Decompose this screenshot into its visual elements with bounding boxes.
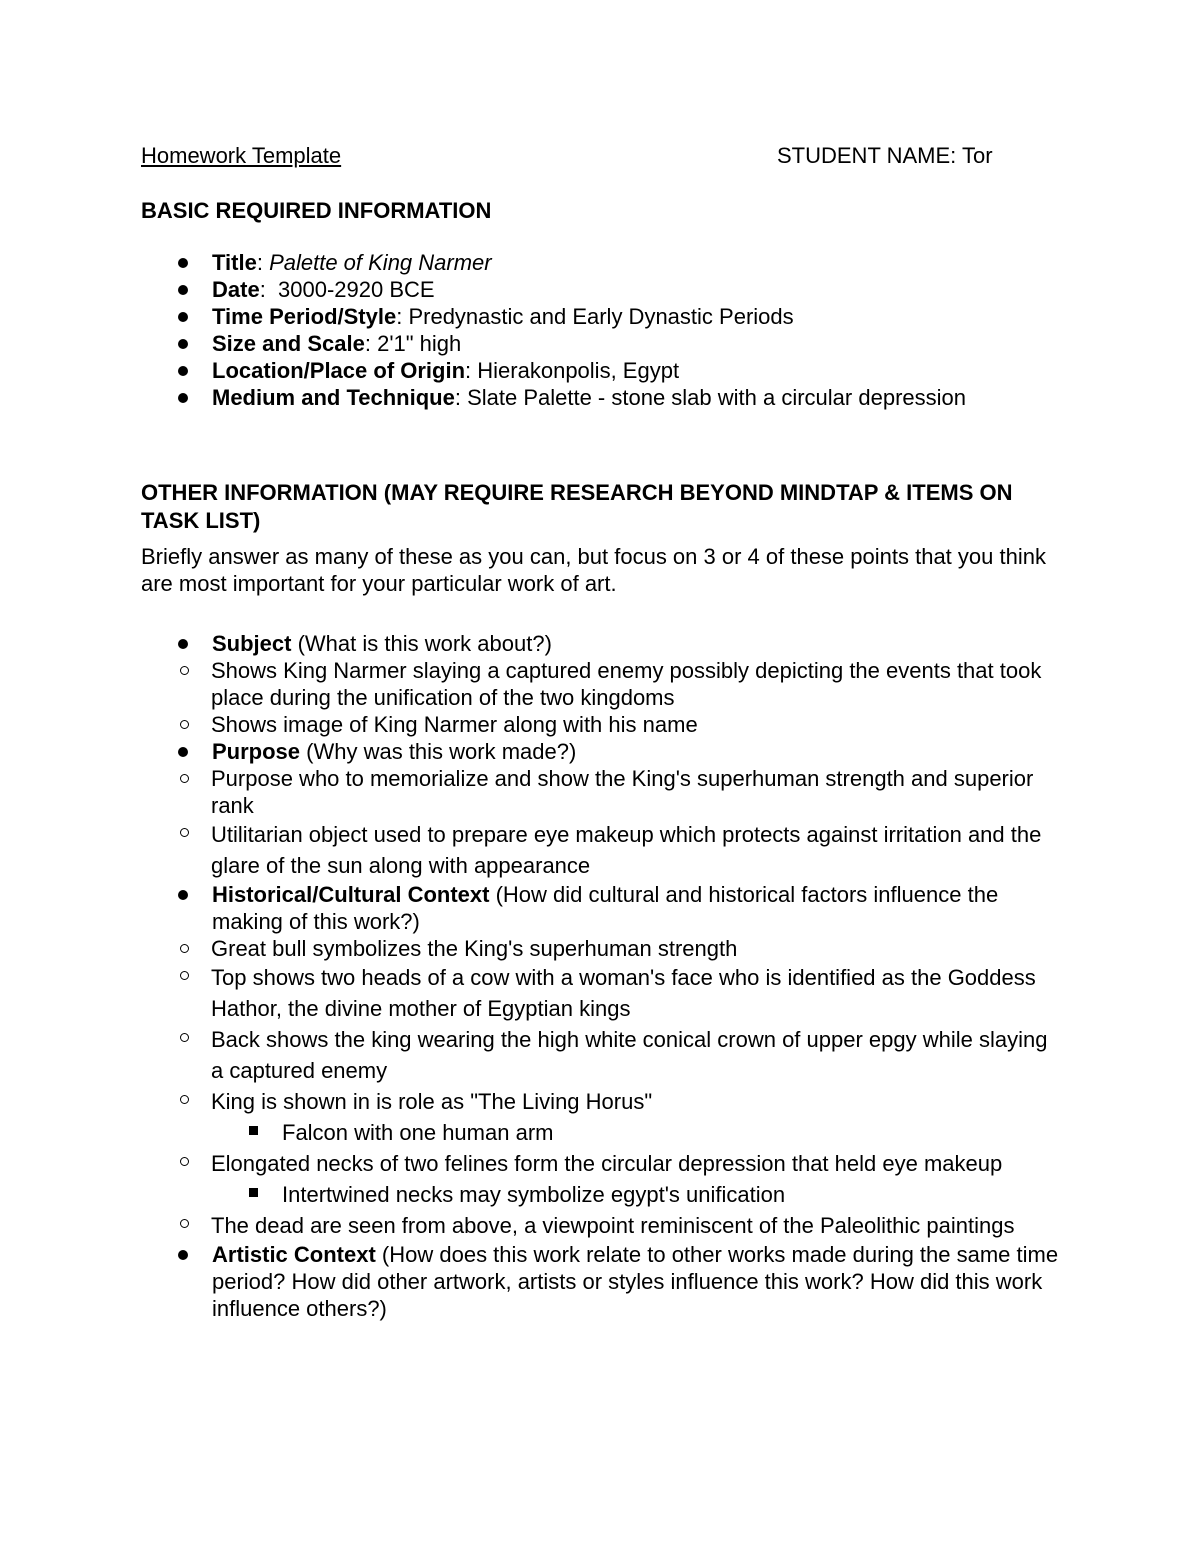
sub-item-text: King is shown in is role as "The Living Horus" [211, 1089, 653, 1114]
item-value: Hierakonpolis, Egypt [477, 358, 680, 383]
list-item [141, 630, 1061, 738]
sub-item [141, 935, 1061, 962]
list-item [141, 738, 1061, 881]
item-question: (Why was this work made?) [300, 739, 577, 764]
circle-bullet-icon [180, 828, 189, 837]
item-label: Size and Scale [212, 331, 365, 356]
list-item [141, 1241, 1061, 1322]
basic-info-heading: BASIC REQUIRED INFORMATION [141, 198, 492, 223]
basic-info-list [141, 249, 1061, 411]
list-item [141, 384, 1061, 411]
item-value: Slate Palette - stone slab with a circular depression [467, 385, 966, 410]
bullet-icon [178, 1250, 188, 1260]
circle-bullet-icon [180, 666, 189, 675]
circle-bullet-icon [180, 1095, 189, 1104]
circle-bullet-icon [180, 1219, 189, 1228]
sub-item [141, 1148, 1061, 1210]
list-item [141, 276, 1061, 303]
sub-list [141, 935, 1061, 1241]
list-item [141, 303, 1061, 330]
item-question: (How does this work relate to other works made during the same time period? How did other artwork, artists or styles influence this work? How did this work influence others?) [212, 1242, 1059, 1321]
sub-item-text: Purpose who to memorialize and show the King's superhuman strength and superior rank [211, 766, 1034, 818]
item-separator: : [465, 358, 478, 383]
item-value: Palette of King Narmer [269, 250, 492, 275]
other-info-intro: Briefly answer as many of these as you can, but focus on 3 or 4 of these points that you think are most important for your particular work of art. [141, 544, 1046, 596]
sub-item-text: Elongated necks of two felines form the circular depression that held eye makeup [211, 1151, 1003, 1176]
bullet-icon [178, 285, 188, 295]
item-label: Date [212, 277, 260, 302]
document-title: Homework Template [141, 143, 342, 168]
list-item [141, 330, 1061, 357]
bullet-icon [178, 393, 188, 403]
item-question: (How did cultural and historical factors influence the making of this work?) [212, 882, 999, 934]
circle-bullet-icon [180, 944, 189, 953]
square-bullet-icon [249, 1126, 258, 1135]
item-separator: : [259, 277, 279, 302]
item-question: (What is this work about?) [291, 631, 552, 656]
item-value: Predynastic and Early Dynastic Periods [408, 304, 794, 329]
item-separator: : [256, 250, 270, 275]
item-separator: : [396, 304, 409, 329]
sub-item-text: Top shows two heads of a cow with a woman's face who is identified as the Goddess Hathor, the divine mother of Egyptian kings [211, 965, 1036, 1021]
circle-bullet-icon [180, 720, 189, 729]
sub-item-text: Back shows the king wearing the high white conical crown of upper epgy while slaying a captured enemy [211, 1027, 1048, 1083]
sub-item-text: Great bull symbolizes the King's superhuman strength [211, 936, 738, 961]
list-item [141, 357, 1061, 384]
item-separator: : [454, 385, 468, 410]
sub-sub-item [141, 1117, 1061, 1148]
bullet-icon [178, 339, 188, 349]
item-separator: : [364, 331, 378, 356]
bullet-icon [178, 366, 188, 376]
item-label: Artistic Context [212, 1242, 376, 1267]
circle-bullet-icon [180, 774, 189, 783]
sub-item [141, 711, 1061, 738]
sub-item [141, 657, 1061, 711]
sub-list [141, 765, 1061, 881]
bullet-icon [178, 312, 188, 322]
sub-item [141, 1024, 1061, 1086]
bullet-icon [178, 890, 188, 900]
student-name: STUDENT NAME: Tor [777, 143, 993, 168]
sub-item [141, 819, 1061, 881]
square-bullet-icon [249, 1188, 258, 1197]
bullet-icon [178, 747, 188, 757]
item-label: Location/Place of Origin [212, 358, 466, 383]
circle-bullet-icon [180, 1157, 189, 1166]
sub-item [141, 962, 1061, 1024]
item-value: 2'1" high [377, 331, 462, 356]
sub-list [141, 657, 1061, 738]
header [141, 142, 1061, 170]
sub-item-text: Shows image of King Narmer along with his name [211, 712, 698, 737]
circle-bullet-icon [180, 1033, 189, 1042]
circle-bullet-icon [180, 971, 189, 980]
sub-item-text: Shows King Narmer slaying a captured enemy possibly depicting the events that took place during the unification of the two kingdoms [211, 658, 1042, 710]
item-value: 3000-2920 BCE [278, 277, 435, 302]
other-info-heading: OTHER INFORMATION (MAY REQUIRE RESEARCH BEYOND MINDTAP & ITEMS ON TASK LIST) [141, 480, 1013, 533]
bullet-icon [178, 639, 188, 649]
sub-sub-list [141, 1179, 1061, 1210]
sub-sub-item-text: Intertwined necks may symbolize egypt's unification [282, 1182, 786, 1207]
sub-item [141, 1210, 1061, 1241]
item-label: Medium and Technique [212, 385, 455, 410]
sub-item [141, 765, 1061, 819]
document-page [141, 142, 1061, 1322]
list-item [141, 881, 1061, 1241]
item-label: Purpose [212, 739, 301, 764]
list-item [141, 249, 1061, 276]
item-label: Time Period/Style [212, 304, 397, 329]
sub-sub-item [141, 1179, 1061, 1210]
item-label: Historical/Cultural Context [212, 882, 490, 907]
sub-sub-list [141, 1117, 1061, 1148]
sub-item-text: The dead are seen from above, a viewpoint reminiscent of the Paleolithic paintings [211, 1213, 1015, 1238]
sub-item-text: Utilitarian object used to prepare eye makeup which protects against irritation and the glare of the sun along with appearance [211, 822, 1042, 878]
sub-item [141, 1086, 1061, 1148]
sub-sub-item-text: Falcon with one human arm [282, 1120, 554, 1145]
bullet-icon [178, 258, 188, 268]
item-label: Subject [212, 631, 292, 656]
other-info-list [141, 630, 1061, 1322]
item-label: Title [212, 250, 257, 275]
